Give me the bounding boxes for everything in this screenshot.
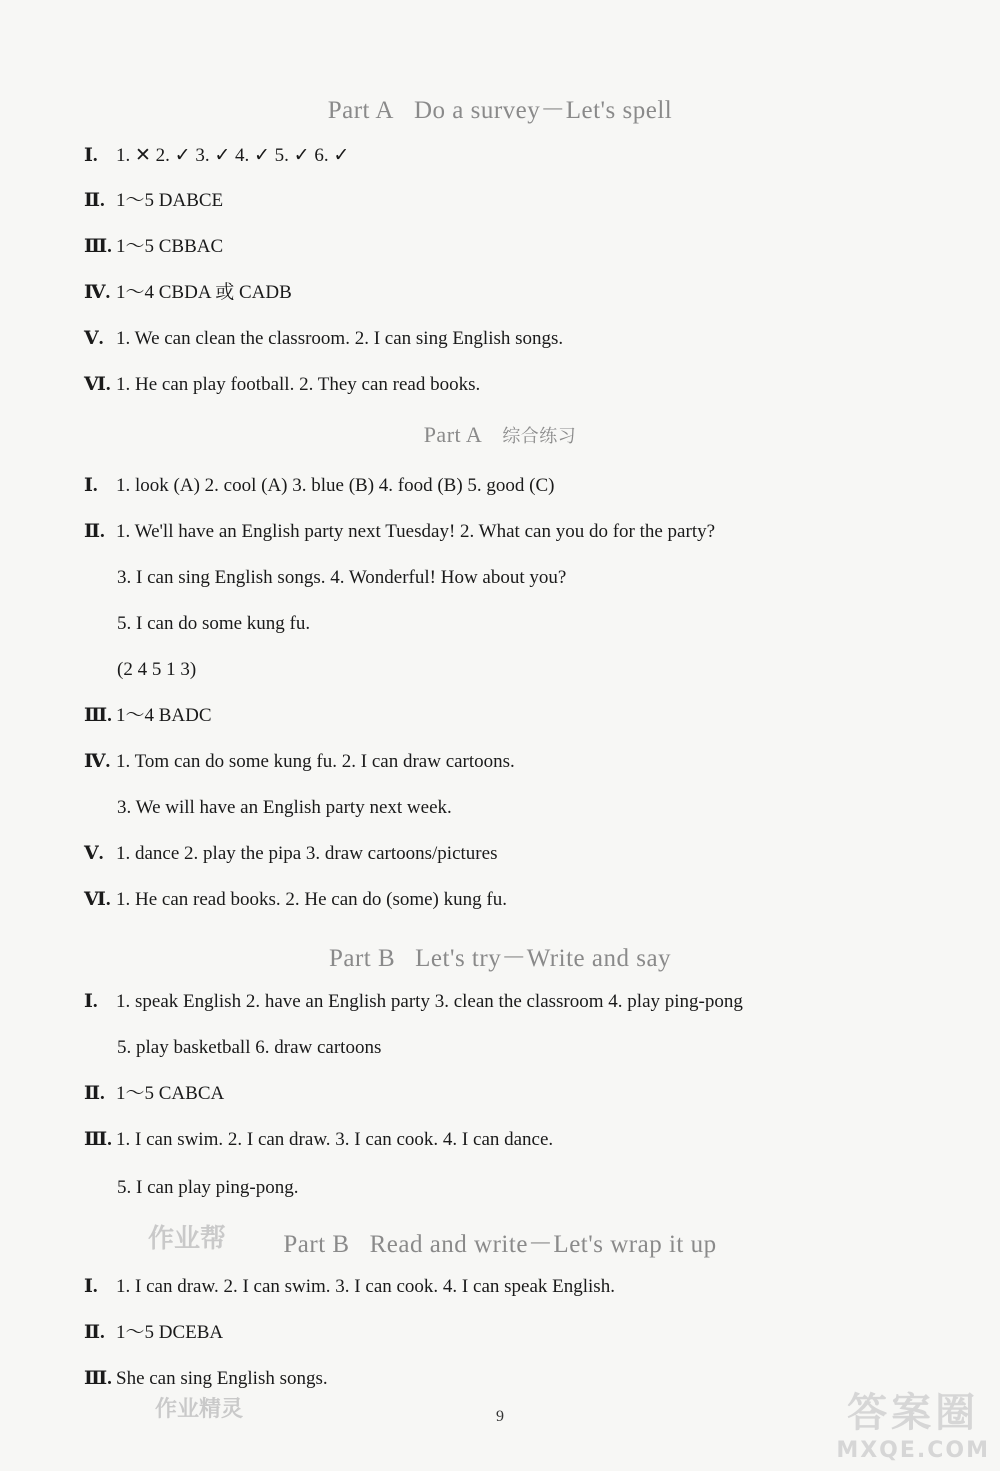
section-heading	[0, 422, 1000, 448]
answer-line	[84, 842, 497, 866]
answer-text: 1. Tom can do some kung fu. 2. I can draw cartoons.	[116, 751, 515, 772]
answer-line	[84, 990, 743, 1014]
item-number: Ⅰ.	[84, 145, 98, 166]
answer-text: 1. We'll have an English party next Tuesday! 2. What can you do for the party?	[116, 521, 716, 542]
answer-text: 1. ✕ 2. ✓ 3. ✓ 4. ✓ 5. ✓ 6. ✓	[116, 145, 350, 166]
item-number: Ⅴ.	[84, 843, 104, 864]
section-heading	[0, 938, 1000, 974]
item-number: Ⅵ.	[84, 374, 111, 395]
answer-line	[117, 1036, 381, 1060]
answer-line	[84, 1321, 223, 1345]
answer-line	[84, 1128, 553, 1152]
answer-text: 3. We will have an English party next week.	[117, 797, 452, 818]
answer-text: 5. play basketball 6. draw cartoons	[117, 1037, 382, 1058]
item-number: Ⅲ.	[84, 705, 112, 726]
answer-text: 1. speak English 2. have an English party 3. clean the classroom 4. play ping-pong	[116, 991, 743, 1012]
answer-text: 1. We can clean the classroom. 2. I can sing English songs.	[116, 328, 564, 349]
section-title: Part A	[423, 422, 483, 447]
item-number: Ⅲ.	[84, 1129, 112, 1150]
answer-text: 1～5 DCEBA	[116, 1322, 224, 1343]
answer-line	[84, 235, 223, 259]
answer-line	[84, 888, 507, 912]
stamp-watermark: 作业帮	[148, 1224, 227, 1254]
answer-text: 1. I can swim. 2. I can draw. 3. I can cook. 4. I can dance.	[116, 1129, 554, 1150]
answer-text: 1. dance 2. play the pipa 3. draw cartoons/pictures	[116, 843, 498, 864]
section-subtitle: Read and write－Let's wrap it up	[369, 1231, 717, 1258]
answer-line	[117, 612, 310, 636]
answer-text: 3. I can sing English songs. 4. Wonderful! How about you?	[117, 567, 567, 588]
item-number: Ⅴ.	[84, 328, 104, 349]
answer-line	[84, 144, 349, 168]
answer-text: 1. I can draw. 2. I can swim. 3. I can cook. 4. I can speak English.	[116, 1276, 615, 1297]
answer-line	[84, 1275, 615, 1299]
answer-text: She can sing English songs.	[116, 1368, 328, 1389]
answer-line	[84, 704, 212, 728]
answer-line	[84, 281, 292, 305]
answer-line	[117, 796, 452, 820]
answer-text: 1～5 CABCA	[116, 1083, 225, 1104]
section-subtitle: Do a survey－Let's spell	[413, 97, 673, 124]
item-number: Ⅱ.	[84, 521, 105, 542]
section-subtitle: 综合练习	[502, 426, 577, 447]
item-number: Ⅳ.	[84, 751, 111, 772]
answer-text: (2 4 5 1 3)	[117, 659, 197, 680]
answer-text: 5. I can do some kung fu.	[117, 613, 311, 634]
section-heading	[0, 90, 1000, 126]
item-number: Ⅱ.	[84, 190, 105, 211]
item-number: Ⅰ.	[84, 991, 98, 1012]
section-title: Part B	[283, 1231, 350, 1258]
watermark-logo: 答案圈	[847, 1390, 980, 1436]
item-number: Ⅲ.	[84, 1368, 112, 1389]
answer-text: 1. He can play football. 2. They can read books.	[116, 374, 481, 395]
answer-line	[84, 327, 563, 351]
answer-line	[84, 750, 515, 774]
answer-line	[84, 474, 555, 498]
answer-line	[84, 373, 480, 397]
section-title: Part A	[327, 97, 394, 124]
answer-line	[84, 189, 223, 213]
answer-text: 1～4 BADC	[116, 705, 212, 726]
watermark-url: MXQE.COM	[836, 1438, 990, 1463]
answer-text: 1. He can read books. 2. He can do (some) kung fu.	[116, 889, 507, 910]
section-subtitle: Let's try－Write and say	[415, 945, 672, 972]
item-number: Ⅱ.	[84, 1322, 105, 1343]
item-number: Ⅰ.	[84, 1276, 98, 1297]
answer-line	[117, 658, 196, 682]
answer-text: 1～5 DABCE	[116, 190, 224, 211]
item-number: Ⅵ.	[84, 889, 111, 910]
answer-text: 1. look (A) 2. cool (A) 3. blue (B) 4. food (B) 5. good (C)	[116, 475, 555, 496]
answer-text: 5. I can play ping-pong.	[117, 1177, 299, 1198]
section-title: Part B	[328, 945, 396, 972]
page-number: 9	[496, 1408, 504, 1425]
answer-line	[84, 1367, 328, 1391]
answer-text: 1～4 CBDA 或 CADB	[116, 282, 292, 303]
answer-line	[117, 566, 566, 590]
answer-line	[84, 520, 715, 544]
item-number: Ⅱ.	[84, 1083, 105, 1104]
answer-line	[84, 1082, 224, 1106]
site-watermark	[836, 1381, 990, 1463]
item-number: Ⅲ.	[84, 236, 112, 257]
item-number: Ⅳ.	[84, 282, 111, 303]
answer-line	[117, 1176, 299, 1200]
answer-text: 1～5 CBBAC	[116, 236, 224, 257]
item-number: Ⅰ.	[84, 475, 98, 496]
stamp-watermark: 作业精灵	[155, 1397, 244, 1422]
